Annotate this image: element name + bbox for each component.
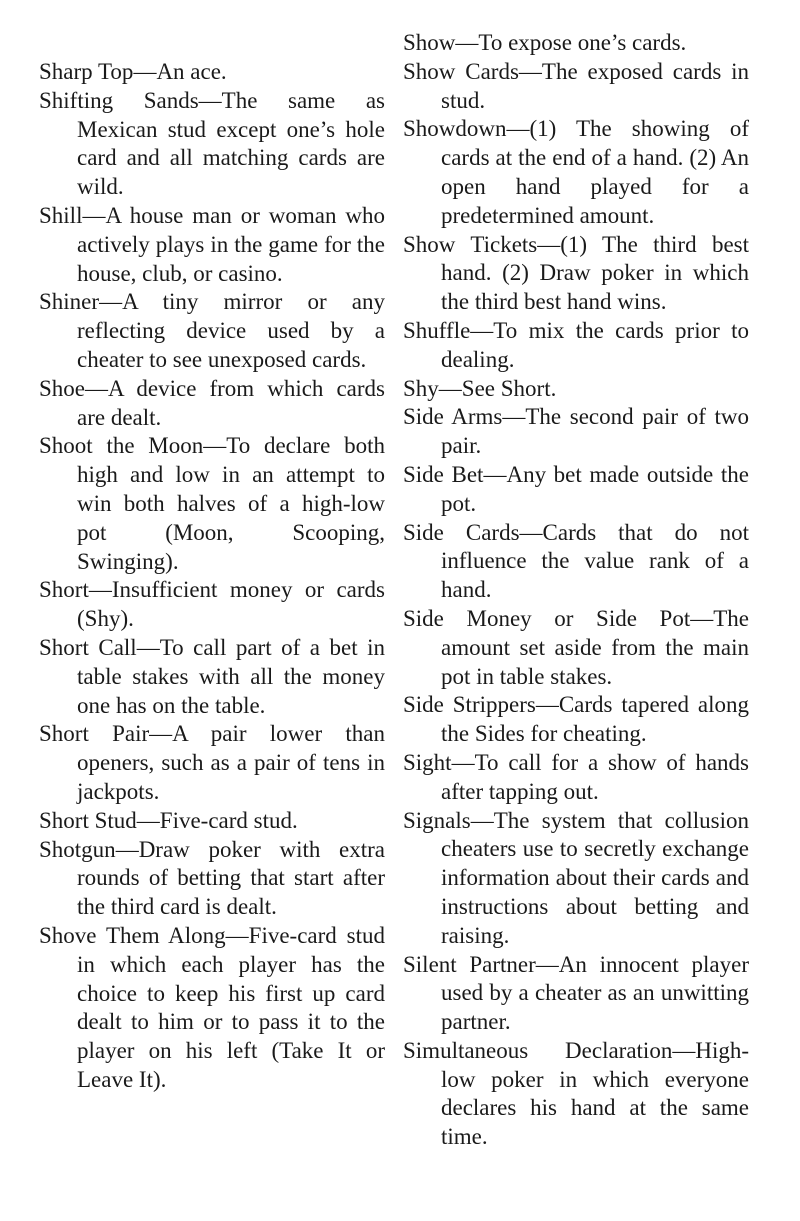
entry-definition: An innocent player used by a cheater as an unwitting partner. — [441, 951, 749, 1035]
entry-term: Show — [403, 30, 456, 55]
glossary-entry: Signals—The system that collusion cheaters use to secretly exchange information about their cards and instructions about betting and raising. — [403, 807, 749, 948]
entry-term: Show Tickets — [403, 231, 538, 257]
glossary-entry: Simultaneous Declaration—High-low poker in which everyone declares his hand at the same time. — [403, 1037, 749, 1150]
entry-term: Side Cards — [403, 519, 520, 545]
entry-term: Shifting Sands — [39, 87, 199, 113]
entry-term: Simultaneous Declaration — [403, 1037, 673, 1063]
entry-term: Shove Them Along — [39, 922, 226, 948]
entry-term: Shuffle — [403, 317, 471, 343]
entry-term: Shotgun — [39, 836, 116, 862]
entry-definition: Five-card stud. — [159, 807, 298, 833]
entry-term: Side Arms — [403, 404, 503, 430]
entry-term: Silent Partner — [403, 951, 536, 977]
entry-term: Shiner — [39, 289, 100, 315]
entry-definition: Cards tapered along the Sides for cheating. — [441, 692, 749, 747]
entry-term: Show Cards — [403, 58, 519, 84]
glossary-entry: Short Pair—A pair lower than openers, such as a pair of tens in jackpots. — [39, 721, 385, 804]
glossary-entry: Side Money or Side Pot—The amount set aside from the main pot in table stakes. — [403, 605, 749, 689]
entry-definition: (1) The showing of cards at the end of a hand. (2) An open hand played for a predetermined amount. — [441, 116, 749, 228]
entry-definition: The system that collusion cheaters use to secretly exchange information about their cards and instructions about betting and raising. — [441, 807, 749, 948]
entry-term: Signals — [403, 807, 471, 833]
entry-term: Short Stud — [39, 807, 137, 833]
glossary-entry: Shotgun—Draw poker with extra rounds of betting that start after the third card is dealt. — [39, 836, 385, 920]
entry-definition: Cards that do not influence the value rank of a hand. — [441, 519, 749, 603]
entry-term: Side Bet — [403, 461, 484, 487]
entry-definition: Draw poker with extra rounds of betting that start after the third card is dealt. — [77, 836, 385, 920]
glossary-entry: Sharp Top—An ace. — [39, 59, 227, 84]
entry-definition: A tiny mirror or any reflecting device used by a cheater to see unexposed cards. — [77, 289, 385, 372]
entry-definition: The amount set aside from the main pot in table stakes. — [441, 605, 749, 689]
entry-definition: See Short. — [461, 375, 557, 401]
entry-term: Shoe — [39, 375, 85, 401]
entry-term: Sharp Top — [39, 59, 134, 84]
glossary-entry: Shill—A house man or woman who actively plays in the game for the house, club, or casino. — [39, 202, 385, 286]
glossary-entry: Showdown—(1) The showing of cards at the end of a hand. (2) An open hand played for a predetermined amount. — [403, 116, 749, 228]
entry-definition: Any bet made outside the pot. — [441, 461, 749, 516]
entry-term: Short — [39, 577, 89, 603]
glossary-entry: Side Arms—The second pair of two pair. — [403, 404, 749, 459]
entry-definition: To mix the cards prior to dealing. — [441, 317, 749, 372]
entry-term: Shoot the Moon — [39, 433, 204, 459]
glossary-entry: Shuffle—To mix the cards prior to dealing. — [403, 317, 749, 372]
entry-term: Shill — [39, 202, 83, 228]
entry-definition: The second pair of two pair. — [441, 404, 749, 459]
entry-term: Short Call — [39, 634, 137, 660]
entry-term: Side Strippers — [403, 692, 536, 718]
glossary-entry: Side Bet—Any bet made outside the pot. — [403, 461, 749, 516]
entry-definition: Five-card stud in which each player has the choice to keep his first up card dealt to him or to pass it to the player on his left (Take It or Leave It). — [77, 922, 385, 1092]
entry-definition: (1) The third best hand. (2) Draw poker in which the third best hand wins. — [441, 231, 750, 315]
entry-definition: High-low poker in which everyone declares his hand at the same time. — [441, 1037, 749, 1150]
entry-definition: To expose one’s cards. — [478, 30, 687, 55]
glossary-entry: Shifting Sands—The same as Mexican stud except one’s hole card and all matching cards are wild. — [39, 87, 385, 200]
glossary-entry: Sight—To call for a show of hands after tapping out. — [403, 749, 749, 804]
glossary-entry: Show—To expose one’s cards. — [403, 30, 687, 55]
glossary-entry: Shove Them Along—Five-card stud in which each player has the choice to keep his first up card dealt to him or to pass it to the player on his left (Take It or Leave It). — [39, 922, 385, 1092]
glossary-entry: Shoe—A device from which cards are dealt. — [39, 375, 385, 430]
entry-term: Side Money or Side Pot — [403, 605, 691, 631]
glossary-left-column — [39, 58, 385, 1095]
glossary-right-column — [403, 29, 749, 1152]
entry-term: Short Pair — [39, 721, 150, 747]
entry-term: Shy — [403, 375, 439, 401]
entry-definition: The exposed cards in stud. — [441, 58, 750, 113]
glossary-entry: Short Stud—Five-card stud. — [39, 807, 298, 833]
entry-definition: A pair lower than openers, such as a pair of tens in jackpots. — [77, 721, 385, 804]
entry-term: Showdown — [403, 116, 507, 142]
entry-definition: To declare both high and low in an attempt to win both halves of a high-low pot (Moon, Scooping, Swinging). — [77, 433, 386, 574]
entry-definition: A device from which cards are dealt. — [77, 375, 385, 430]
entry-definition: To call for a show of hands after tapping out. — [441, 749, 749, 804]
glossary-entry: Shoot the Moon—To declare both high and low in an attempt to win both halves of a high-low pot (Moon, Scooping, Swinging). — [39, 433, 386, 574]
glossary-entry: Shiner—A tiny mirror or any reflecting device used by a cheater to see unexposed cards. — [39, 289, 385, 372]
glossary-entry: Short Call—To call part of a bet in table stakes with all the money one has on the table. — [39, 634, 385, 718]
glossary-entry: Show Cards—The exposed cards in stud. — [403, 58, 750, 113]
glossary-entry: Side Cards—Cards that do not influence the value rank of a hand. — [403, 519, 749, 603]
entry-definition: A house man or woman who actively plays in the game for the house, club, or casino. — [77, 202, 385, 286]
glossary-entry: Short—Insufficient money or cards (Shy). — [39, 577, 385, 632]
glossary-entry: Side Strippers—Cards tapered along the Sides for cheating. — [403, 692, 749, 747]
entry-term: Sight — [403, 749, 452, 775]
entry-definition: Insufficient money or cards (Shy). — [77, 577, 385, 632]
entry-definition: The same as Mexican stud except one’s hole card and all matching cards are wild. — [77, 87, 385, 200]
glossary-entry: Show Tickets—(1) The third best hand. (2) Draw poker in which the third best hand wins. — [403, 231, 750, 315]
glossary-entry: Silent Partner—An innocent player used by a cheater as an unwitting partner. — [403, 951, 749, 1035]
glossary-entry: Shy—See Short. — [403, 375, 557, 401]
entry-definition: To call part of a bet in table stakes with all the money one has on the table. — [77, 634, 385, 718]
entry-definition: An ace. — [156, 59, 227, 84]
